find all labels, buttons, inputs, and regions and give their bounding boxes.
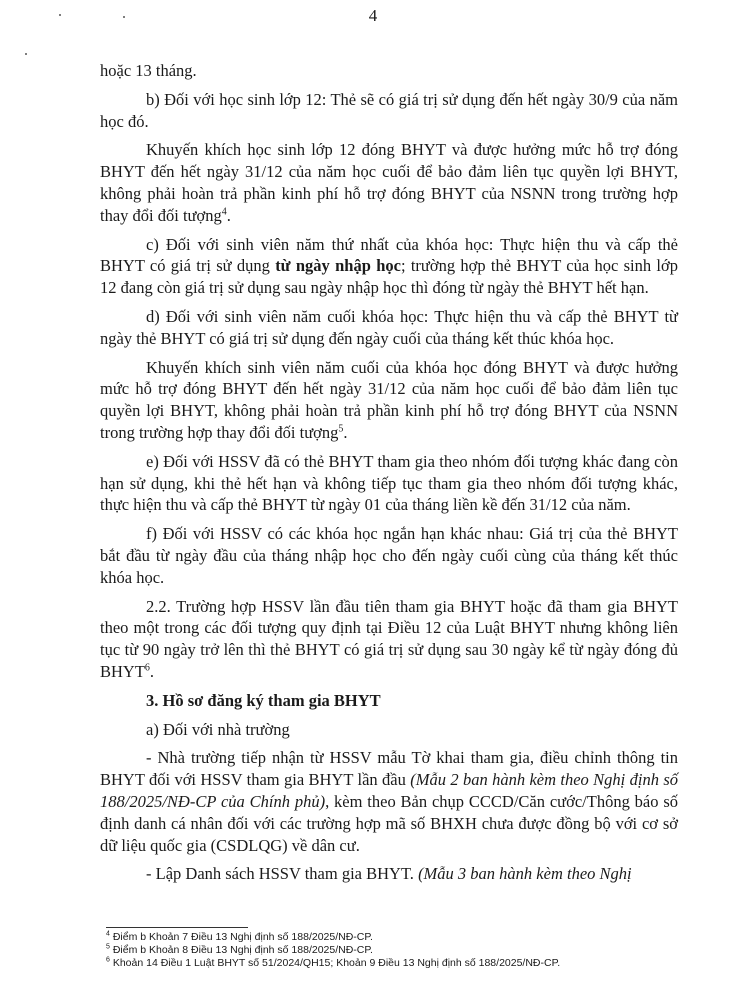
paragraph-text: ; trường hợp thẻ BHYT của học sinh lớp 12 đang còn giá trị sử dụng sau ngày nhập học thì đóng từ ngày thẻ BHYT hết hạn. — [100, 256, 678, 298]
paragraph-text: , kèm theo Bản chụp CCCD/Căn cước/Thông báo số định danh cá nhân đối với các trường hợp mã số BHXH chưa được đồng bộ với cơ sở dữ liệu quốc gia (CSDLQG) về dân cư. — [100, 791, 679, 855]
footnote-4 — [106, 931, 666, 944]
footnote-text: Điểm b Khoản 7 Điều 13 Nghị định số 188/2025/NĐ-CP. — [109, 931, 373, 943]
paragraph-c — [100, 234, 678, 299]
footnote-ref-6[interactable]: 6 — [144, 662, 150, 674]
footnote-6 — [106, 957, 666, 970]
page-number: 4 — [368, 6, 378, 25]
paragraph-encourage-grade12: Khuyến khích học sinh lớp 12 đóng BHYT và được hưởng mức hỗ trợ đóng BHYT đến hết ngày 31/12 của năm học cuối để bảo đảm liên tục quyền lợi BHYT, không phải hoàn trả phần kinh phí hỗ trợ đóng BHYT của NSNN trong trường hợp thay đổi đối tượng$^4$. — [100, 140, 678, 225]
paragraph-f: f) Đối với HSSV có các khóa học ngắn hạn khác nhau: Giá trị của thẻ BHYT bắt đầu từ ngày đầu của tháng nhập học cho đến ngày cuối cùng của tháng kết thúc khóa học. — [100, 524, 678, 587]
paragraph-text: - Nhà trường tiếp nhận từ HSSV mẫu Tờ khai tham gia, điều chỉnh thông tin BHYT đối với HSSV tham gia BHYT lần đầu — [100, 748, 678, 790]
footnotes — [106, 931, 666, 970]
paragraph-a: a) Đối với nhà trường — [146, 719, 290, 739]
footnote-5 — [106, 944, 666, 957]
paragraph-text: Khuyến khích sinh viên năm cuối của khóa học đóng BHYT và được hưởng mức hỗ trợ đóng BHYT đến hết ngày 31/12 của năm học cuối để bảo đảm liên tục quyền lợi BHYT, không phải hoàn trả phần kinh phí hỗ trợ đóng BHYT của NSNN trong trường hợp thay đổi đối tượng — [100, 357, 678, 442]
footnote-text: Khoản 14 Điều 1 Luật BHYT số 51/2024/QH15; Khoản 9 Điều 13 Nghị định số 188/2025/NĐ-CP. — [109, 957, 561, 969]
document-body — [100, 60, 678, 892]
footnote-ref-5[interactable]: 5 — [338, 423, 344, 435]
italic-reference: (Mẫu 3 ban hành kèm theo Nghị — [418, 864, 632, 884]
bold-phrase: từ ngày nhập học — [275, 256, 401, 276]
paragraph-text: - Lập Danh sách HSSV tham gia BHYT. — [146, 864, 419, 884]
paragraph-text: c) Đối với sinh viên năm thứ nhất của khóa học: Thực hiện thu và cấp thẻ BHYT có giá trị sử dụng — [100, 234, 678, 276]
footnote-divider — [106, 927, 248, 928]
paragraph-text: 2.2. Trường hợp HSSV lần đầu tiên tham gia BHYT hoặc đã tham gia BHYT theo một trong các đối tượng quy định tại Điều 12 của Luật BHYT nhưng không liên tục từ 90 ngày trở lên thì thẻ BHYT có giá trị sử dụng sau 30 ngày kể từ ngày đóng đủ BHYT — [100, 596, 678, 681]
footnote-mark: 4 — [106, 930, 110, 938]
paragraph-b: b) Đối với học sinh lớp 12: Thẻ sẽ có giá trị sử dụng đến hết ngày 30/9 của năm học đó. — [100, 89, 678, 131]
paragraph-d: d) Đối với sinh viên năm cuối khóa học: Thực hiện thu và cấp thẻ BHYT từ ngày thẻ BHYT có giá trị sử dụng đến ngày cuối của tháng kết thúc khóa học. — [100, 306, 678, 348]
paragraph-list — [100, 863, 678, 885]
paragraph-continuation: hoặc 13 tháng. — [100, 61, 197, 80]
paragraph-school-receives — [100, 747, 678, 856]
italic-reference: (Mẫu 2 ban hành kèm theo Nghị định số 188/2025/NĐ-CP của Chính phủ) — [100, 770, 678, 811]
scan-speck — [123, 16, 125, 18]
paragraph-2-2: 2.2. Trường hợp HSSV lần đầu tiên tham gia BHYT hoặc đã tham gia BHYT theo một trong các đối tượng quy định tại Điều 12 của Luật BHYT nhưng không liên tục từ 90 ngày trở lên thì thẻ BHYT có giá trị sử dụng sau 30 ngày kể từ ngày đóng đủ BHYT$^6$. — [100, 596, 678, 681]
footnote-text: Điểm b Khoản 8 Điều 13 Nghị định số 188/2025/NĐ-CP. — [109, 944, 373, 956]
footnote-mark: 6 — [106, 956, 110, 964]
paragraph-e: e) Đối với HSSV đã có thẻ BHYT tham gia theo nhóm đối tượng khác đang còn hạn sử dụng, khi thẻ hết hạn và không tiếp tục tham gia theo nhóm đối tượng khác, thực hiện thu và cấp thẻ BHYT từ ngày 01 của tháng liền kề đến 31/12 của năm. — [100, 451, 678, 515]
paragraph-encourage-final-year: Khuyến khích sinh viên năm cuối của khóa học đóng BHYT và được hưởng mức hỗ trợ đóng BHYT đến hết ngày 31/12 của năm học cuối để bảo đảm liên tục quyền lợi BHYT, không phải hoàn trả phần kinh phí hỗ trợ đóng BHYT của NSNN trong trường hợp thay đổi đối tượng$^5$. — [100, 357, 678, 442]
footnote-ref-4[interactable]: 4 — [221, 206, 227, 218]
section-heading-3: 3. Hồ sơ đăng ký tham gia BHYT — [146, 690, 381, 710]
footnote-mark: 5 — [106, 943, 110, 951]
scan-speck — [59, 14, 61, 16]
paragraph-text: Khuyến khích học sinh lớp 12 đóng BHYT và được hưởng mức hỗ trợ đóng BHYT đến hết ngày 31/12 của năm học cuối để bảo đảm liên tục quyền lợi BHYT, không phải hoàn trả phần kinh phí hỗ trợ đóng BHYT của NSNN trong trường hợp thay đổi đối tượng — [100, 140, 678, 225]
scan-speck — [25, 53, 27, 55]
